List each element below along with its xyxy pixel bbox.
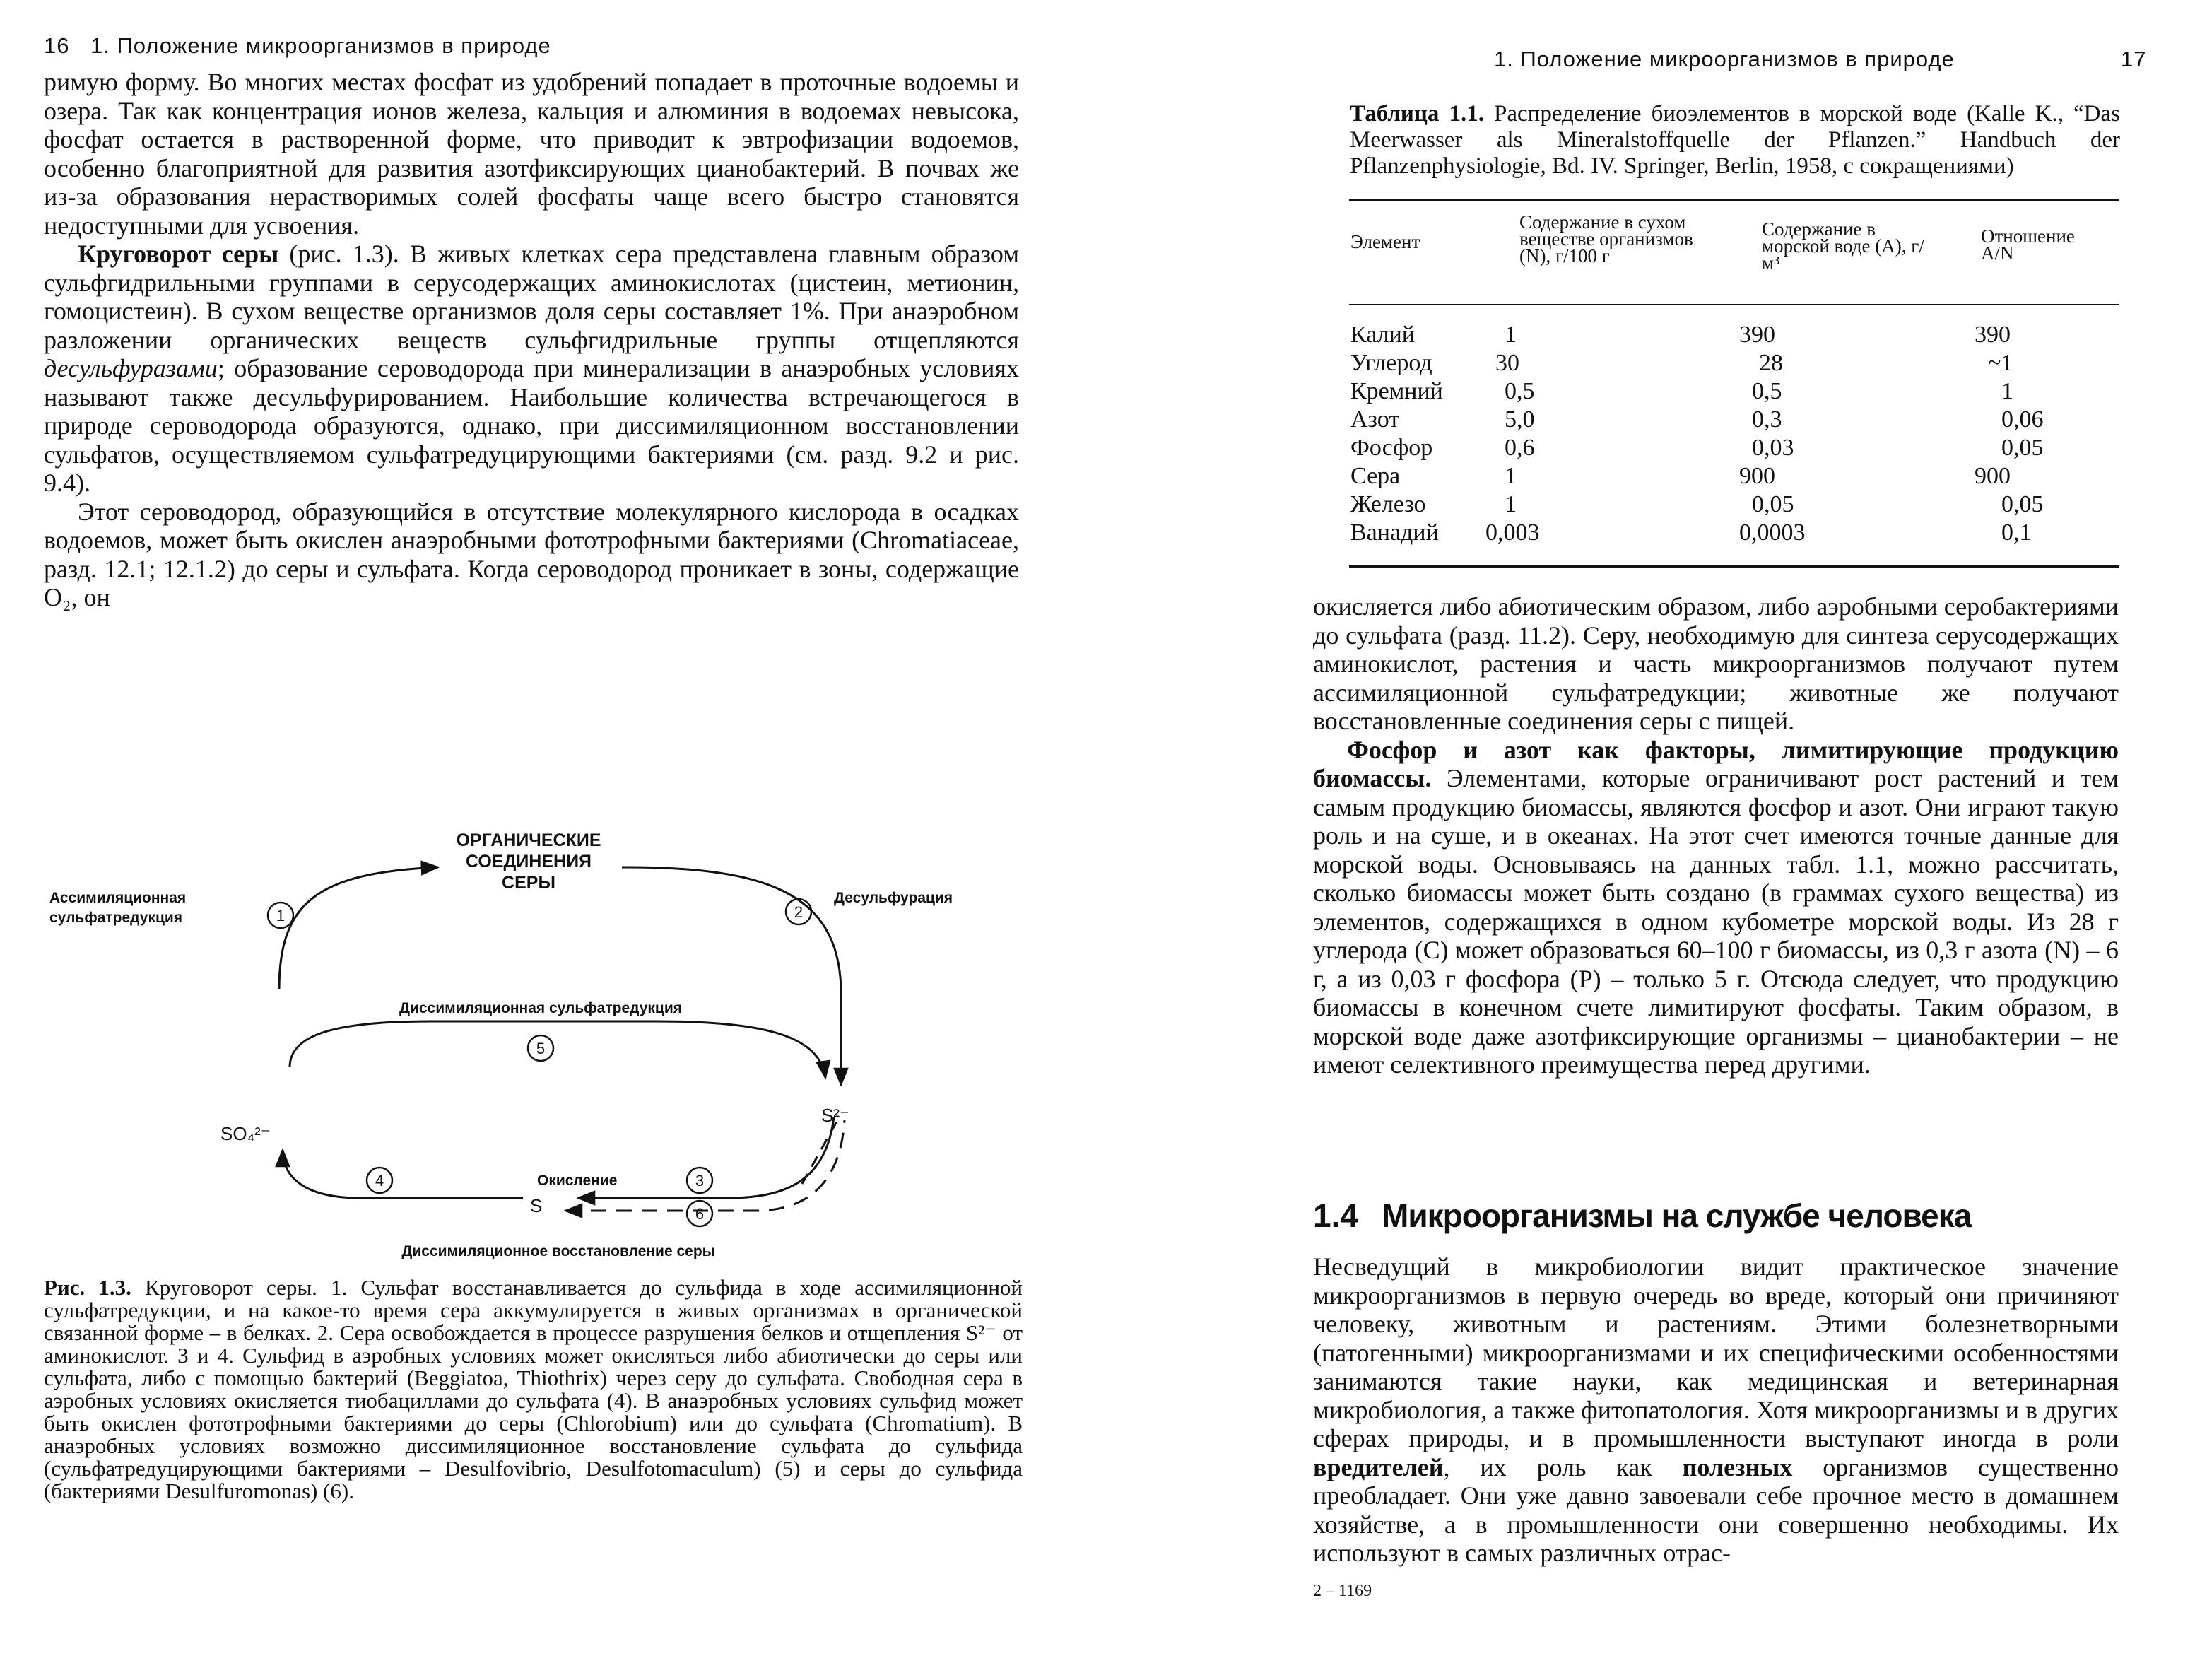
table-caption <box>1350 101 2120 180</box>
paragraph: Несведущий в микробиологии видит практическое значение микроорганизмов в первую очередь во вреде, который они причиняют человеку, животным и растениям. Этими болезнетворными (патогенными) микроорганизмами и их специфическими особенностями занимаются такие науки, как медицинская и ветеринарная микробиология, а также фитопатология. Хотя микроорганизмы и в других сферах природы, и в промышленности выступают иногда в роли вредителей, их роль как полезных организмов существенно преобладает. Они уже давно завоевали себе прочное место в домашнем хозяйстве, а в промышленности они совершенно необходимы. Их используют в самых различных отрас- <box>1313 1252 2119 1567</box>
table-caption-text: Распределение биоэлементов в морской воде (Kalle K., “Das Meerwasser als Mineralstoffquelle der Pflanzen.” Handbuch der Pflanzenphysiologie, Bd. IV. Springer, Berlin, 1958, с сокращениями) <box>1350 101 2120 179</box>
table-row: Кремний 0,5 0,5 1 <box>1350 378 2013 404</box>
table-row: Ванадий 0,003 0,0003 0,1 <box>1350 519 2032 546</box>
paragraph: окисляется либо абиотическим образом, либо аэробными серобактериями до сульфата (разд. 11.2). Серу, необходимую для синтеза серусодержащих аминокислот, растения и часть микроорганизмов получают путем ассимиляционной сульфатредукции; животные же получают восстановленные соединения серы с пищей. <box>1313 592 2119 735</box>
num-6: 6 <box>695 1205 705 1223</box>
label-organic-1: ОРГАНИЧЕСКИЕ <box>456 830 601 850</box>
label-desulfuration: Десульфурация <box>834 890 953 906</box>
bold-harmful: вредителей <box>1313 1452 1444 1481</box>
arrow-sulfur-to-sulfate <box>283 1150 523 1198</box>
node-sulfide: S²⁻ <box>821 1105 849 1126</box>
right-page <box>1098 0 2195 1680</box>
paragraph: Круговорот серы (рис. 1.3). В живых клетках сера представлена главным образом сульфгидрильными группами в серусодержащих аминокислотах (цистеин, метионин, гомоцистеин). В сухом веществе организмов доля серы составляет 1%. При анаэробном разложении органических веществ сульфгидрильные группы отщепляются десульфуразами; образование сероводорода при минерализации в анаэробных условиях называют также десульфурированием. Наибольшие количества встречающегося в природе сероводорода образуются, однако, при диссимиляционном восстановлении сульфатов, осуществляемом сульфатредуцирующими бактериями (см. разд. 9.2 и рис. 9.4). <box>44 240 1019 497</box>
table-row: Железо 1 0,05 0,05 <box>1350 491 2044 517</box>
num-2: 2 <box>794 903 804 921</box>
signature-mark: 2 – 1169 <box>1313 1582 1372 1600</box>
running-head-left: 1. Положение микроорганизмов в природе <box>90 33 551 58</box>
node-sulfate: SO₄²⁻ <box>220 1123 271 1144</box>
label-assim-1: Ассимиляционная <box>49 890 187 906</box>
num-4: 4 <box>375 1172 384 1189</box>
arrow-dissim-sulfate <box>290 1021 825 1078</box>
page-number-left: 16 <box>44 33 70 58</box>
num-1: 1 <box>276 907 286 924</box>
table-bottom-rule <box>1349 565 2119 568</box>
table-header-organisms: Содержание в сухом веществе организмов (N), г/100 г <box>1519 211 1693 266</box>
section-body-text <box>1313 1252 2119 1568</box>
section-number: 1.4 <box>1313 1197 1358 1234</box>
label-oxidation: Окисление <box>537 1173 618 1189</box>
table-header-ratio: Отношение A/N <box>1981 225 2075 264</box>
bold-useful: полезных <box>1682 1452 1793 1481</box>
node-sulfur: S <box>530 1195 543 1216</box>
sulfur-cycle-figure <box>35 823 1025 1269</box>
table-row: Сера 1 900 900 <box>1350 463 2011 489</box>
right-body-text <box>1313 592 2119 1079</box>
label-dissim-sulfur: Диссимиляционное восстановление серы <box>401 1243 715 1259</box>
table-header-element: Элемент <box>1350 231 1420 252</box>
table-caption-label: Таблица 1.1. <box>1350 101 1484 127</box>
caption-text: Круговорот серы. 1. Сульфат восстанавливается до сульфида в ходе ассимиляционной сульфатредукции, и на какое-то время сера аккумулируется в живых организмах в органической связанной форме – в белках. 2. Сера освобождается в процессе разрушения белков и отщепления S²⁻ от аминокислот. 3 и 4. Сульфид в аэробных условиях может окисляться либо абиотически до серы или сульфата, либо с помощью бактерий (Beggiatoa, Thiothrix) через серу до сульфата. Свободная сера в аэробных условиях окисляется тиобациллами до сульфата (4). В анаэробных условиях сульфид может быть окислен фототрофными бактериями до серы (Chlorobium) или до сульфата (Chromatium). В анаэробных условиях возможно диссимиляционное восстановление сульфата до сульфида (сульфатредуцирующими бактериями – Desulfovibrio, Desulfotomaculum) (5) и серы до сульфида (бактериями Desulfuromonas) (6). <box>44 1275 1023 1503</box>
dashed-link <box>802 1120 837 1184</box>
arrow-desulfuration <box>622 867 841 1085</box>
label-assim-2: сульфатредукция <box>49 910 183 926</box>
sulfur-cycle-heading: Круговорот серы <box>78 240 279 268</box>
phosphorus-heading: Фосфор и азот как факторы, лимитирующие продукцию биомассы. <box>1313 735 2119 792</box>
paragraph: Этот сероводород, образующийся в отсутствие молекулярного кислорода в осадках водоемов, может быть окислен анаэробными фототрофными бактериями (Chromatiaceae, разд. 12.1; 12.1.2) до серы и сульфата. Когда сероводород проникает в зоны, содержащие O₂, он <box>44 497 1019 611</box>
left-body-text <box>44 68 1019 612</box>
figure-caption <box>44 1276 1023 1503</box>
num-5: 5 <box>536 1040 546 1057</box>
page-number-right: 17 <box>2121 47 2147 71</box>
table-top-rule <box>1349 199 2119 201</box>
table-row: Углерод 30 28 ~1 <box>1350 350 2013 376</box>
label-organic-2: СОЕДИНЕНИЯ <box>465 852 592 871</box>
table-header-seawater: Содержание в морской воде (A), г/м³ <box>1762 218 1924 274</box>
paragraph: римую форму. Во многих местах фосфат из удобрений попадает в проточные водоемы и озера. Так как концентрация ионов железа, кальция и алюминия в водоемах невысока, фосфат остается в растворенной форме, что приводит к эвтрофизации водоемов, особенно благоприятной для развития азотфиксирующих цианобактерий. В почвах же из-за образования нерастворимых солей фосфаты чаще всего быстро становятся недоступными для усвоения. <box>44 68 1019 240</box>
num-3: 3 <box>695 1172 705 1189</box>
section-title: Микроорганизмы на службе человека <box>1382 1197 1972 1234</box>
table-row: Азот 5,0 0,3 0,06 <box>1350 406 2044 433</box>
label-organic-3: СЕРЫ <box>502 873 555 893</box>
table-row: Фосфор 0,6 0,03 0,05 <box>1350 435 2044 461</box>
caption-label: Рис. 1.3. <box>44 1275 131 1300</box>
arrow-assimilation <box>279 867 438 989</box>
paragraph: Фосфор и азот как факторы, лимитирующие продукцию биомассы. Элементами, которые ограничивают рост растений и тем самым продукцию биомассы, являются фосфор и азот. Они играют такую роль и на суше, и в океанах. На этот счет имеются точные данные для морской воды. Основываясь на данных табл. 1.1, можно рассчитать, сколько биомассы может быть создано (в граммах сухого вещества) из элементов, содержащихся в одном кубометре морской воды. Из 28 г углерода (C) может образоваться 60–100 г биомассы, из 0,3 г азота (N) – 6 г, а из 0,03 г фосфора (P) – только 5 г. Отсюда следует, что продукцию биомассы в конечном счете лимитируют фосфаты. Таким образом, в морской воде даже азотфиксирующие организмы – цианобактерии – не имеют селективного преимущества перед другими. <box>1313 735 2119 1079</box>
sulfur-cycle-diagram <box>35 823 1025 1269</box>
table-header-rule <box>1349 304 2119 305</box>
label-dissim-sulfate: Диссимиляционная сульфатредукция <box>399 1000 682 1016</box>
running-head-right: 1. Положение микроорганизмов в природе <box>1494 47 1955 71</box>
table-row: Калий 1 390 390 <box>1350 322 2011 348</box>
